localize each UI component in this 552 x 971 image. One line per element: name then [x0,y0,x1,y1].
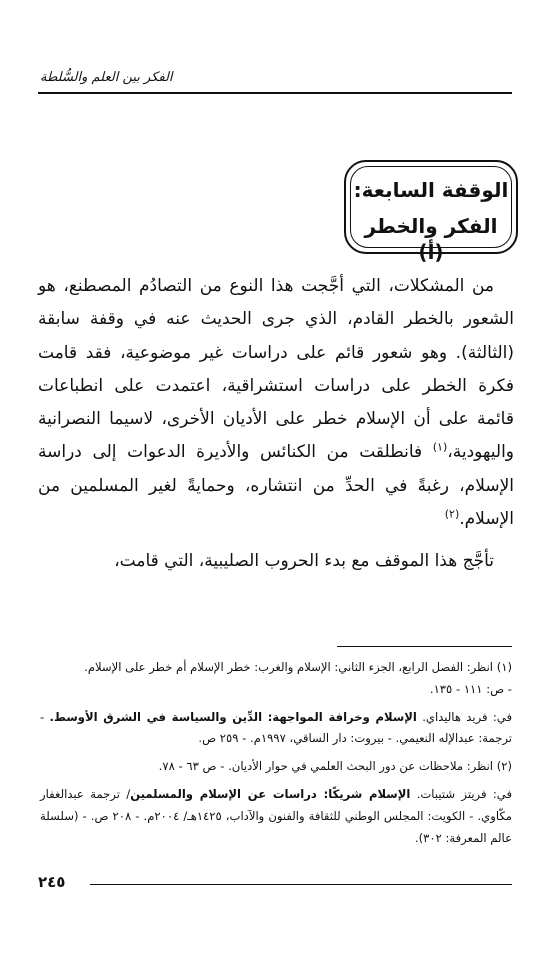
page-number: ٢٤٥ [38,873,66,891]
section-title: الوقفة السابعة: [353,178,509,202]
footnote-1-source [40,707,512,751]
paragraph-1-part-1: من المشكلات، التي أجَّجت هذا النوع من التصادُم المصطنع، هو الشعور بالخطر القادم، الذي جرى الحديث عنه في وقفة سابقة (الثالثة). وهو شعور قائم على دراسات غير موضوعية، فقد قامت فكرة الخطر على دراسات استشراقية، اعتمدت على انطباعات قائمة على أن الإسلام خطر على الأديان الأخرى، لاسيما النصرانية واليهودية، [38,276,514,463]
section-heading-inner-frame [350,166,512,264]
paragraph-2: تأجَّج هذا الموقف مع بدء الحروب الصليبية، التي قامت، [114,551,494,572]
footnote-1-source-details: - ترجمة: عبدالإله النعيمي. - بيروت: دار الساقي، ١٩٩٧م. - ٢٥٩ ص. [40,709,512,746]
footer-rule [90,884,512,885]
footnotes [40,657,512,849]
section-heading-box [344,160,518,264]
footnote-2-source-details: / ترجمة عبدالغفار مكّاوي. - الكويت: المجلس الوطني للثقافة والفنون والآداب، ١٤٢٥هـ/ ٢٠٠٤م. - ٢٠٨ ص. - (سلسلة عالم المعرفة: ٣٠٢). [40,786,512,845]
footnote-1-book-title: الإسلام وخرافة المواجهة: الدِّين والسياسة في الشرق الأوسط. [49,709,417,724]
section-subtitle: الفكر والخطر (أ) [364,214,498,264]
paragraph-1-part-2: فانطلقت من الكنائس والأديرة الدعوات إلى دراسة الإسلام، رغبةً في الحدِّ من انتشاره، وحمايةً لغير المسلمين من الإسلام. [38,442,514,530]
body-text [38,270,514,579]
footnote-ref-2: (٢) [444,507,460,521]
footnote-separator [337,646,512,647]
footnote-1-source-prefix: في: فريد هاليداي. [416,709,512,724]
footnote-1 [40,657,512,701]
footnote-2-source [40,784,512,849]
header-rule [38,92,512,94]
footnote-ref-1: (١) [432,440,448,454]
paragraph-1 [38,270,514,536]
footnote-2-book-title: الإسلام شريكًا: دراسات عن الإسلام والمسلمين [130,786,411,801]
footnote-2: (٢) انظر: ملاحظات عن دور البحث العلمي في حوار الأديان. - ص ٦٣ - ٧٨. [158,759,512,774]
footnote-1-line-2: - ص: ١١١ - ١٣٥. [429,681,512,696]
footnote-1-line-1: (١) انظر: الفصل الرابع، الجزء الثاني: الإسلام والغرب: خطر الإسلام أم خطر على الإسلام. [84,660,512,674]
footnote-2-source-prefix: في: فريتز شتيبات. [410,786,512,801]
running-header: الفكر بين العلم والسُّلطة [40,70,173,85]
